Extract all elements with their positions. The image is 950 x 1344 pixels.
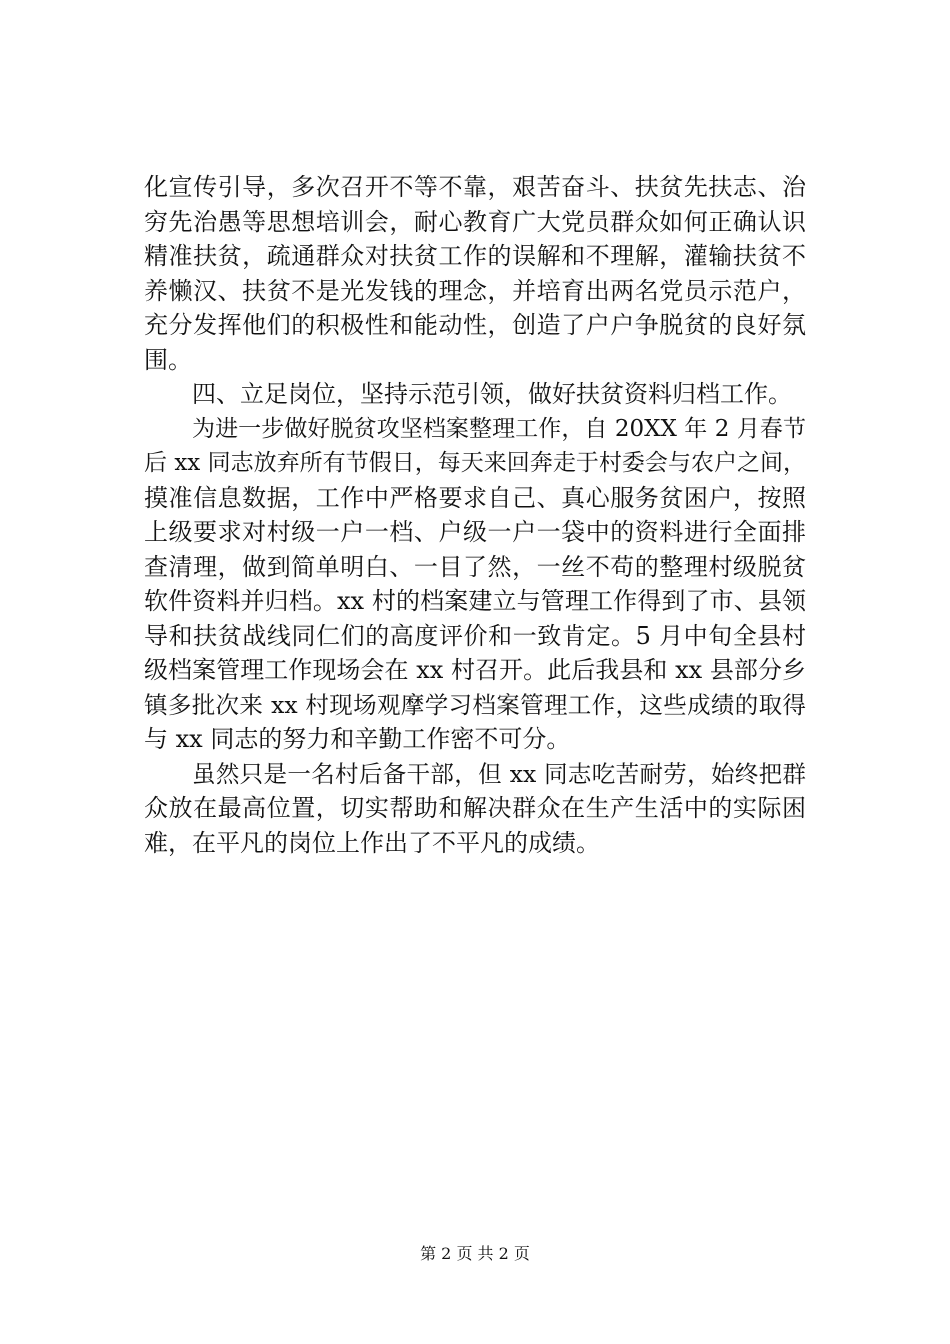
paragraph bbox=[144, 757, 806, 861]
text-line: 化宣传引导，多次召开不等不靠，艰苦奋斗、扶贫先扶志、治 bbox=[144, 173, 806, 201]
text-line: 摸准信息数据，工作中严格要求自己、真心服务贫困户，按照 bbox=[144, 483, 806, 512]
text-line: 为进一步做好脱贫攻坚档案整理工作，自 20XX 年 2 月春节 bbox=[192, 415, 806, 442]
text-line: 虽然只是一名村后备干部，但 xx 同志吃苦耐劳，始终把群 bbox=[192, 759, 806, 788]
text-line: 软件资料并归档。xx 村的档案建立与管理工作得到了市、县领 bbox=[144, 587, 806, 615]
document-body bbox=[144, 170, 806, 860]
text-line: 众放在最高位置，切实帮助和解决群众在生产生活中的实际困 bbox=[144, 794, 806, 822]
text-line: 查清理，做到简单明白、一目了然，一丝不苟的整理村级脱贫 bbox=[144, 552, 806, 581]
section-heading-paragraph bbox=[144, 377, 806, 412]
text-line: 养懒汉、扶贫不是光发钱的理念，并培育出两名党员示范户， bbox=[144, 276, 806, 305]
text-line: 充分发挥他们的积极性和能动性，创造了户户争脱贫的良好氛 bbox=[144, 311, 806, 339]
text-line: 导和扶贫战线同仁们的高度评价和一致肯定。5 月中旬全县村 bbox=[144, 621, 806, 650]
text-line: 难，在平凡的岗位上作出了不平凡的成绩。 bbox=[144, 828, 600, 857]
text-line: 围。 bbox=[144, 345, 192, 374]
text-line: 上级要求对村级一户一档、户级一户一袋中的资料进行全面排 bbox=[144, 518, 806, 546]
text-line: 级档案管理工作现场会在 xx 村召开。此后我县和 xx 县部分乡 bbox=[144, 656, 806, 684]
page-number-footer: 第 2 页 共 2 页 bbox=[420, 1244, 530, 1263]
text-line: 精准扶贫，疏通群众对扶贫工作的误解和不理解，灌输扶贫不 bbox=[144, 242, 806, 270]
paragraph bbox=[144, 412, 806, 757]
text-line: 穷先治愚等思想培训会，耐心教育广大党员群众如何正确认识 bbox=[144, 207, 806, 236]
text-line: 后 xx 同志放弃所有节假日，每天来回奔走于村委会与农户之间， bbox=[144, 450, 806, 476]
paragraph bbox=[144, 170, 806, 377]
section-heading: 四、立足岗位，坚持示范引领，做好扶贫资料归档工作。 bbox=[192, 380, 792, 408]
text-line: 与 xx 同志的努力和辛勤工作密不可分。 bbox=[144, 725, 571, 753]
text-line: 镇多批次来 xx 村现场观摩学习档案管理工作，这些成绩的取得 bbox=[144, 690, 806, 719]
